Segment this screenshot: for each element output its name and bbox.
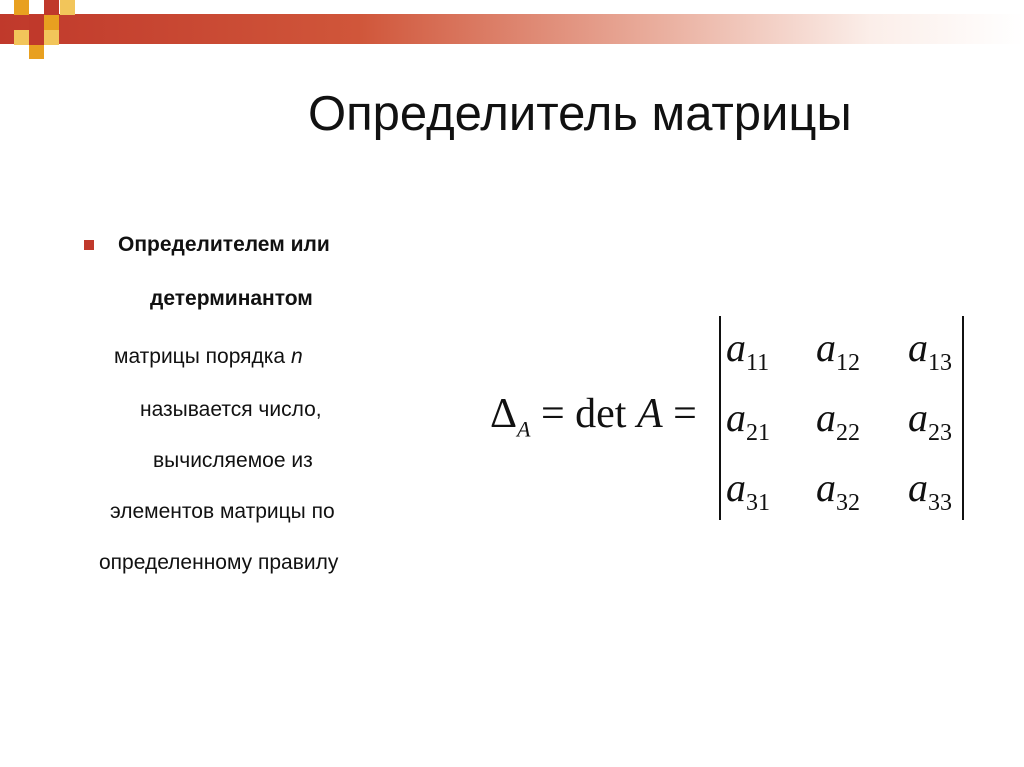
delta-symbol: Δ: [490, 391, 518, 437]
decor-square: [29, 45, 44, 59]
order-variable: n: [290, 345, 303, 368]
determinant-formula: [490, 312, 980, 526]
matrix-element: $a_{22}$: [816, 395, 860, 446]
definition-line-1: Определителем или: [118, 233, 330, 256]
formula-lhs: [490, 390, 697, 442]
equals-sign: =: [540, 391, 565, 437]
matrix-element: $a_{31}$: [726, 465, 770, 516]
matrix-element: $a_{32}$: [816, 465, 860, 516]
decor-square: [14, 30, 29, 45]
definition-line-6: элементов матрицы по: [110, 500, 335, 523]
definition-line-3-text: матрицы порядка: [114, 345, 286, 368]
decor-square: [44, 15, 59, 30]
definition-line-3: [114, 345, 303, 369]
matrix-element: $a_{33}$: [908, 465, 952, 516]
matrix-symbol: A: [636, 391, 663, 437]
header-accent-bar: [0, 14, 1024, 44]
matrix-element: $a_{23}$: [908, 395, 952, 446]
slide-title: Определитель матрицы: [308, 87, 852, 141]
decor-square: [60, 0, 75, 15]
matrix-element: $a_{13}$: [908, 325, 952, 376]
decor-square: [29, 15, 44, 30]
definition-line-2: детерминантом: [150, 287, 313, 310]
determinant-left-bar: [719, 316, 721, 520]
decor-square: [44, 0, 59, 15]
matrix-element: $a_{21}$: [726, 395, 770, 446]
definition-line-5: вычисляемое из: [153, 449, 313, 472]
decor-square: [44, 30, 59, 45]
matrix-element: $a_{11}$: [726, 325, 770, 376]
matrix-element: $a_{12}$: [816, 325, 860, 376]
definition-line-7: определенному правилу: [99, 551, 339, 574]
bullet-marker: [84, 240, 94, 250]
delta-subscript: A: [517, 416, 531, 442]
equals-sign: =: [673, 391, 697, 437]
det-operator: det: [575, 391, 627, 437]
decor-square: [29, 30, 44, 45]
decor-square: [14, 0, 29, 15]
definition-line-4: называется число,: [140, 398, 322, 421]
determinant-right-bar: [962, 316, 964, 520]
